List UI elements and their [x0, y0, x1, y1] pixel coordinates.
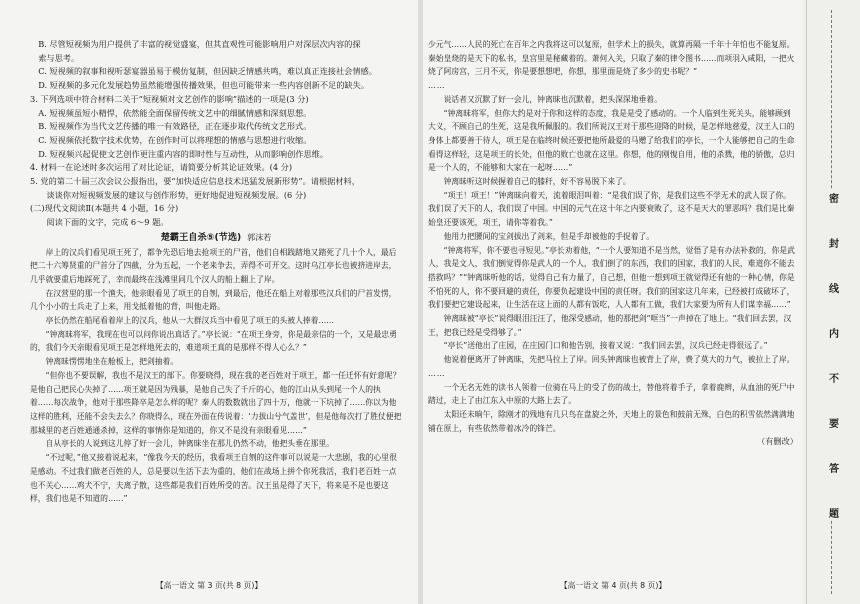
seal-notice-char: 题 [829, 509, 839, 520]
passage-paragraph: 钟离昧听这时候握着自己的膝秆，好不容易脱下来了。 [443, 177, 631, 187]
q3-option-b: B. 短视频作为当代文艺传播的唯一有效路径，正在逐步取代传统文艺形式。 [38, 121, 312, 132]
q3-option-c: C. 短视频依托数字技术优势，在创作时可以将理想的情感与思想进行收缩。 [38, 134, 312, 145]
seal-notice-char: 线 [829, 284, 839, 295]
section-heading: (二)现代文阅读Ⅱ(本题共 4 小题，16 分) [30, 203, 179, 214]
q3-option-d: D. 短视频兴起促使文艺创作更注重内容的即时性与互动性，从而影响创作思维。 [38, 148, 329, 159]
page-4-content [428, 38, 798, 449]
passage-paragraph: “不过呢，”他又接着说起来，“像我今天的经历，我看项王自刎的这件事可以说是一大悲剧，我的心里很是感动。不过我们做老百姓的人，总是要以生活下去为重的，他们在战场上拼个你死我活，我们老百姓一点也不关心……鸡犬不宁，夫离子散，这些都是我们百姓所受的苦。汉王虽是得了天下，将来是不是也要这样，我们也是不知道的……” [30, 453, 397, 504]
question-4: 4. 材料一在论述时多次运用了对比论证，请简要分析其论证效果。(4 分) [30, 162, 293, 173]
passage-paragraph: 钟离昧被“亭长”说得眼泪汪汪了，他深受感动，他的那把剑“哐当”一声掉在了地上。“我们回去罢，汉王，把我已经是受得够了。” [428, 314, 792, 337]
passage-author: 郭沫若 [247, 232, 272, 242]
page-4-footer: 【高一语文 第 4 页(共 8 页)】 [559, 581, 667, 590]
exam-page-3 [0, 0, 418, 604]
passage-paragraph: 岸上的汉兵们看见项王死了，都争先恐后地去抢项王的尸首，他们自相践踏地又踏死了几十个人，最后把二十六筹贤重的尸首分了四截，分为五起，一个老来争去，弄得不可开交。这时乌江亭长也被挤进岸去，几乎就要重后地踩死了，幸而最终在浅滩里同几个汉人的船上翻上了岸。 [30, 247, 397, 284]
option-c: C. 短视频的叙事和视听瑟宴器虽易于模仿复制，但因缺乏情感共鸣，难以真正连接社会情感。 [38, 66, 377, 77]
passage-paragraph: 自从亭长的人说到这儿停了好一会儿，钟离昧坐在那儿仍然不动，他把头垂在那里。 [45, 439, 335, 449]
passage-paragraph: 说话者又沉默了好一会儿，钟离昧也沉默着，把头深深地垂着。 [443, 94, 662, 104]
page-3-footer: 【高一语文 第 3 页(共 8 页)】 [155, 581, 263, 590]
seal-notice-char: 封 [829, 239, 839, 250]
option-b-line1: B. 尽管短视频为用户提供了丰富的视觉盛宴，但其直观性可能影响用户对深层次内容的探 [38, 39, 361, 49]
passage-paragraph: “钟离昧将军，但你大约是对于你和这样的态度，我是是受了感动的。一个人临到生死关头，能够顾到大义，不顾自己的生死，这是我所佩服的。我们所说汉王对于那些迎降的时候，是怎样地慈爱，汉王人口的身体上都要善于待人，项王是在临终时候还要把他所最爱的马赠了给我们的亭长，一个人能够把自己的生命看得这样轻，这是项王的长处，但他的败亡也就在这里。你想，他的刚愎自用，他的杀戮，他的骄傲，总归是一个人的，不能够和大家在一起呀……” [428, 108, 795, 173]
revision-note: （有删改） [757, 436, 798, 447]
passage-paragraph: “但你也不要误解，我也不是汉王的部下。你要晓得，现在我的老百姓对于项王，都一任迁怀有好意呢？是他自己把民心失掉了……项王就是因为残暴，是他自己失了千斤的心，他的江山从头到尾一个人的执着……每次战争，他对于那些降卒是怎么样的呢？秦人的数数就出了四十万，他就一下坑掉了……你以为他这样的胜利，还能不会失去么？你晓得么，现在外面在传说着：‘力拔山兮气盖世’，但是他每次打了胜仗便把那城里的老百姓通通杀掉，这样的事情你是知道的，你又不是没有亲眼看见……” [30, 370, 402, 435]
q3-option-a: A. 短视频虽短小精悍，依然能全面保留传统文艺中的细腻情感和深刻思想。 [38, 107, 312, 118]
passage-paragraph: 他用力把腰间的宝剑拔出了剑来，但是手却被他的手捉着了。 [443, 231, 655, 241]
question-3: 3. 下列选项中符合材料二关于“短视频对文艺创作的影响”描述的一项是(3 分) [30, 93, 309, 104]
passage-paragraph: 少元气……人民的死亡在百年之内我将这可以复原，但学术上的损失，就算再隔一千年十年怕也不能复原。秦始皇烧的是天下的私书，皇宫里是秘藏着的。萧何入关，只取了秦的律令图书……而项羽入咸阳，一把火烧了阿房宫，三月不灭，你是要想想吧，你想，那里面是烧了多少的史书呢？” [428, 40, 795, 77]
seal-notice-char: 答 [829, 464, 839, 475]
exam-page-4 [423, 0, 803, 604]
seal-notice [827, 190, 841, 520]
seal-notice-char: 不 [829, 374, 839, 385]
question-5: 5. 党的第二十届三次会议公报指出，要“加快适应信息技术迅猛发展新形势”。请根据材料， [30, 176, 360, 187]
passage-title: 楚霸王自杀⑤(节选) [160, 231, 242, 243]
passage-paragraph: 太阳还未晌午，除刚才的残地有几只鸟在盘旋之外，天地上的景色和鼓前无殊，白色的积雪依然满满地铺在原上，有些依然带着冰冷的锋芒。 [428, 409, 795, 433]
omission-mark: …… [428, 81, 446, 91]
option-b-line2: 索与思考。 [38, 52, 80, 63]
passage-paragraph: 亭长仍然在船尾看着岸上的汉兵，他从一大群汉兵当中看见了项王的头被人捧着…… [45, 316, 335, 326]
passage-paragraph: “钟离昧将军，我现在也可以问你说出真话了。”亭长说：“在项王身旁，你是最亲信的一个，又是最忠勇的，我们今天亲眼看见项王是怎样地死去的，难道项王真的是那样不得人心么？” [30, 329, 397, 353]
passage-heading [30, 231, 402, 245]
passage-paragraph: 一个无名无姓的读书人领着一位骑在马上的受了伤的战士，替他将着手子，拿着鹿辫，从血油的死尸中踏过，走上了由江东入中原的大路上去了。 [428, 382, 795, 406]
passage-paragraph: “钟离将军，你不要也寻短见。”亭长劝着他，“一个人要知道不是当然，觉悟了是有办法补救的，你是武人，我是文人，我们倒觉得你是武人的一个人，我们倒了的东西，我们的国家，我们的人民，难道你不能去搭救吗？”“钟离昧听他的话，觉得自己有力量了，自己想，但他一想到项王就觉得还有他的一种心情，你是不怕死的人，你不要回避的责任，你要负起建设中国的责任呀。我们的国家这几年来，已经被打成破坏了，我们要把它建设起来，让生活在这上面的人都有饭吃，人人都有工做，我们大家要为所有人们谋幸福……” [428, 245, 795, 310]
seal-notice-char: 内 [829, 329, 839, 340]
omission-mark: …… [428, 368, 446, 378]
passage-paragraph: “亭长”送他出了庄园，在庄园门口和他告别，接着又说：“我们回去罢，汉兵已经走得很远了。” [443, 341, 768, 351]
binding-strip [806, 0, 860, 604]
passage-paragraph: “项王！项王！”钟离昧向着天，流着眼泪叫着：“是我们误了你，是我们这些不学无术的武人误了你。我们误了天下的人，我们误了中国。中国的元气在这十年之内要衰败了，这不是天大的罪恶吗？我们是比秦始皇还要该死，项王，请你等着我。” [428, 190, 795, 228]
passage-paragraph: 他说着便离开了钟离昧，先把马拉上了岸。回头钟离昧也被背上了岸，费了莫大的力气，被拉上了岸。 [443, 355, 795, 365]
reading-instruction: 阅读下面的文字，完成 6～9 题。 [46, 217, 169, 228]
seal-notice-char: 要 [829, 419, 839, 430]
passage-paragraph: 钟离昧愣愣地坐在舱板上，把剑抽着。 [45, 357, 179, 367]
passage-paragraph: 在汉营里的那一个渔夫，他亲眼看见了项王的自刎，到最后，他还在船上对着那些汉兵们的尸首发愣，几个小小的士兵走了上来，用戈抵着他的背，叫他走路。 [30, 288, 397, 312]
page-3-content [30, 38, 402, 506]
question-5-continued: 谈谈你对短视频发展的建议与创作形势，更好地促进短视频发展。(6 分) [46, 189, 307, 200]
seal-notice-char: 密 [829, 194, 839, 205]
option-d: D. 短视频的多元化发展趋势虽然能增强传播效果，但也可能带来一些内容创新不足的缺失。 [38, 80, 369, 91]
